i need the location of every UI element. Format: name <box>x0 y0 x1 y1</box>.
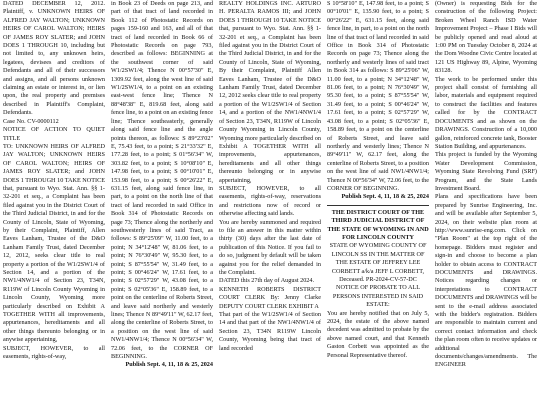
notice-paragraph: KENNETH ROBERTS DISTRICT COURT CLERK By: Jenny Clarke DEPUTY COURT CLERK EXHIBIT A <box>219 285 321 310</box>
notice-paragraph: You are hereby notified that on July 5, 2024, the estate of the above named decedent was admitted to probate by the above named court, and that Kenneth Gaston Corbett was appointed as the Personal Representative thereof. <box>327 309 429 359</box>
notice-paragraph: That part of the W1/2SW1/4 of Section 14 and that part of the NW1/4NW1/4 of Section 23, T34N R119W Lincoln County, Wyoming being that tract of land recorded <box>219 311 321 352</box>
notice-paragraph: S 10°58'10" E, 147.98 feet, to a point; S 00°10'01" E, 135.90 feet, to a point; S 00°26'22" E, 631.15 feet, along said fence line, in part, to a point on the north line of that tract of land recorded in said Office in Book 314 of Photostatic Records on page 73; Thence along the northerly and westerly lines of said tract in Book 314 as follows: S 89°25'06" W, 11.00 feet, to a point; N 34°12'48" W, 81.06 feet, to a point; N 76°30'49" W, 95.30 feet, to a point; S 87°55'54" W, 31.49 feet, to a point; S 00°46'24" W, 17.61 feet, to a point; S 02°57'29" W, 43.08 feet, to a point; S 02°05'36" E, 158.89 feet, to a point on the centerline of Roberts Street, and leave said northerly and westerly lines; Thence N 89°49'11" W, 62.17 feet, along the centerline of Roberts Street, to a position on the west line of said NW1/4NW1/4; Thence N 00°56'34" W, 72.06 feet, to the CORNER OF BEGINNING. <box>327 0 429 192</box>
notice-paragraph: DATED this 27th day of August 2024. <box>219 277 315 285</box>
notice-paragraph: (Owner) is requesting Bids for the construction of the following Project: Broken Wheel Ranch ISD Water Improvement Project – Phase I Bids will be publicly opened and read aloud at 1:00 PM on Tuesday October 8, 2024 at the Dom Woodne Civic Centre located at 121 US Highway 89, Alpine, Wyoming 83128. <box>435 0 537 75</box>
notice-paragraph: The work to be performed under this project shall consist of furnishing all labor, materials and equipment required to construct the facilities and features called for by the CONTRACT DOCUMENTS and as shown on the DRAWINGS. Construction of a 10,000 gallon, reinforced concrete tank, Booster Station Building, and appurtenances. <box>435 75 537 150</box>
notice-paragraph: SUBJECT, HOWEVER, to all easements, rights-of-way, reservations and restrictions now of record or otherwise affecting said lands. <box>219 184 321 218</box>
notice-caption: STATE OF WYOMING COUNTY OF LINCOLN SS IN THE MATTER OF THE ESTATE OF JEFFREY LEE CORBETT a/k/a JEFF L CORBETT, Deceased. PR-2024-CV-57-DC NOTICE OF PROBATE TO ALL PERSONS INTERESTED IN SAID ESTATE: <box>329 242 427 309</box>
notice-paragraph: in Book 23 of Deeds on page 213, and part of that tract of land recorded in Book 112 of Photostatic Records on pages 159-160 and 163, and all of that tract of land recorded in Book 66 of Photostatic Records on page 793, described as follows: BEGINNING at the southwest corner of said W1/2SW1/4; Thence N 00°57'30" E, 1309.92 feet, along the west line of said W1/2SW1/4, to a point on an existing east-west fence line; Thence N 88°48'38" E, 819.68 feet, along said fence line, to a point on an existing fence line; Thence southeasterly, generally along said fence line and the angle points thereon, as follows: S 89°23'02" E, 75.43 feet, to a point; S 21°33'32" E, 177.28 feet, to a point; S 01°56'34" W, 303.82 feet, to a point; S 10°08'10" E, 147.98 feet, to a point; S 00°10'01" E, 153.98 feet, to a point; S 00°26'22" E, 631.15 feet, along said fence line, in part, to a point on the north line of that tract of land recorded in said Office in Book 314 of Photostatic Records on page 73; Thence along the northerly and southwesterly lines of said Tract, as follows: S 89°25'09" W, 11.00 feet, to a point; N 34°12'48" W, 81.06 feet, to a point; N 76°30'49" W, 95.30 feet, to a point; S 87°55'54" W, 31.49 feet, to a point; S 00°46'24" W, 17.61 feet, to a point; S 02°57'29" W, 43.08 feet, to a point; S 02°05'36" E, 158.89 feet, to a point on the centerline of Roberts Street, and leave said northerly and westerly lines; Thence N 89°49'11" W, 62.17 feet, along the centerline of Roberts Street, to a position on the west line of said NW1/4NW1/4; Thence N 00°56'34" W, 72.06 feet, to the CORNER OF BEGINNING. <box>111 0 213 361</box>
column-5 <box>435 0 537 400</box>
notice-paragraph: SUBJECT, HOWEVER, to all easements, rights-of-way, <box>3 344 105 361</box>
notice-paragraph: TO: UNKNOWN HEIRS OF ALFRED JAY WALTON; UNKNOWN HEIRS OF CAROL WALTON; HEIRS OF JAMES ROY SLATER; and JOHN DOES 1 THROUGH 10 TAKE NOTICE that, pursuant to Wyo. Stat. Ann. §§ 1-32-201 et seq., a Complaint has been filed against you in the District Court of the Third Judicial District, in and for the County of Lincoln, State of Wyoming, by their Complaint, Plaintiff, Allen Eaves Lanham, Trustee of the D&O Lanham Family Trust, dated December 12, 2012, seeks clear title to real property a portion of the W1/2SW1/4 of Section 14, and a portion of the NW1/4NW1/4 of Section 23, T34N, R119W of Lincoln County Wyoming in Lincoln County, Wyoming more particularly described on Exhibit A TOGETHER WITH all improvements, appurtenances, hereditaments and all other things thereunto belonging or in anywise appertaining, <box>3 142 105 344</box>
section-divider <box>327 205 429 206</box>
notice-paragraph: DATED DECEMBER 12, 2012. Plaintiff, v. UNKNOWN HEIRS OF ALFRED JAY WALTON; UNKNOWN HEIRS OF CAROL WALTON; HEIRS OF JAMES ROY SLATER; and JOHN DOES 1 THROUGH 10, including but not limited to, any unknown heirs, legatees, devisees and creditors of Defendants and all of their successors and assigns, and all persons unknown claiming an estate or interest in, or lien upon, the real property and premises described in Plaintiff's Complaint, Defendants. <box>3 0 105 117</box>
column-2 <box>111 0 213 400</box>
column-3 <box>219 0 321 400</box>
publish-dates: Publish Sept. 4, 11, 18 & 25, 2024 <box>341 193 429 201</box>
notice-paragraph: You are hereby summoned and required to file an answer in this matter within thirty (30) days after the last date of publication of this Notice. If you fail to do so, judgment by default will be taken against you for the relief demanded in the Complaint. <box>219 218 321 276</box>
notice-paragraph: REALTY HOLDINGS INC. ARTURO H. PERALTA RAMOS III; and JOHN DOES 1 THROUGH 10 TAKE NOTICE that, pursuant to Wyo. Stat. Ann. §§ 1-32-201 et seq., a Complaint has been filed against you in the District Court of the Third Judicial District, in and for the County of Lincoln, State of Wyoming, By their Complaint, Plaintiff Allen Eaves Lanham, Trustee of the D&O Lanham Family Trust, dated December 12, 2012 seeks clear title to real property a portion of the W1/2SW1/4 of Section 14, and a portion of the NW1/4NW1/4 of Section 23, T34N, R119W of Lincoln County Wyoming in Lincoln County, Wyoming more particularly described on Exhibit A TOGETHER WITH all improvements, appurtenances, hereditaments and all other things thereunto belonging or in anywise appertaining, <box>219 0 321 184</box>
notice-paragraph: NOTICE OF ACTION TO QUIET TITLE <box>3 126 105 142</box>
publish-dates: Publish Sept. 4, 11, 18 & 25, 2024 <box>125 361 213 369</box>
notice-heading: THE DISTRICT COURT OF THE THIRD JUDICIAL DISTRICT OF THE STATE OF WYOMING IN AND FOR LINCOLN COUNTY <box>327 208 429 241</box>
column-1 <box>3 0 105 400</box>
notice-paragraph: Case No. CV-0000112 <box>3 117 59 125</box>
notice-paragraph: Plans and specifications have been prepared by Sunrise Engineering, Inc. and will be available after September 5, 2024, on their website plan room at http://www.sunrise-eng.com. Click on "Plan Room" at the top right of the homepage. Bidders must register and sign-in and choose to become a plan holder to obtain access to CONTRACT DOCUMENTS and DRAWINGS. Notices regarding changes or interpretations to CONTRACT DOCUMENTS and DRAWINGS will be sent to the e-mail address associated with the bidder's registration. Bidders are responsible to maintain current and correct contact information and check the plan room often to receive updates or additional documents/changes/amendments. The ENGINEER <box>435 193 537 369</box>
column-4 <box>327 0 429 400</box>
notice-paragraph: This project is funded by the Wyoming Water Development Commission, Wyoming State Revolving Fund (SRF) Program, and the State Lands Investment Board. <box>435 151 537 192</box>
